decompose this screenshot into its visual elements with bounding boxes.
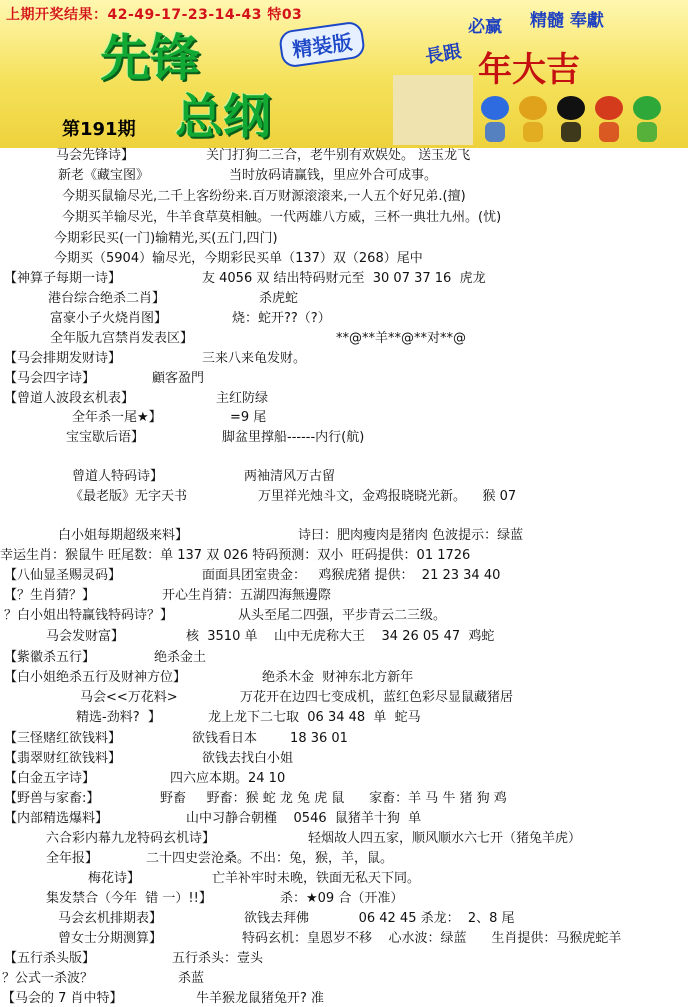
prediction-line (0, 690, 688, 706)
prediction-line (0, 148, 688, 164)
prediction-line (0, 311, 688, 327)
prediction-line (0, 608, 688, 624)
line-value: 欲钱看日本 18 36 01 (192, 731, 348, 746)
prediction-line (0, 391, 688, 407)
line-value: 从头至尾二四强，平步青云二三级。 (238, 608, 447, 623)
line-value: 两袖清风万古留 (244, 469, 336, 484)
prediction-line (0, 951, 688, 967)
prediction-line (0, 568, 688, 584)
line-label: 马会发财富】 (46, 629, 125, 644)
line-value: 诗曰：肥肉瘦肉是猪肉 色波提示：绿蓝 (298, 528, 524, 543)
line-value: 主红防绿 (216, 391, 269, 406)
line-value: 轻烟故人四五家，顺风顺水六七开（猪兔羊虎） (308, 831, 582, 846)
line-label: 今期彩民买(一门)输精光,买(五门,四门) (54, 231, 278, 246)
prediction-line (0, 168, 688, 184)
line-label: 六合彩内幕九龙特码玄机诗】 (46, 831, 216, 846)
prediction-line (0, 189, 688, 205)
line-value: 亡羊补牢时未晚，铁面无私天下同。 (212, 871, 421, 886)
prediction-list (0, 148, 688, 1007)
line-label: 【五行杀头版】 (4, 951, 96, 966)
title-zonggang: 总纲 (175, 89, 272, 145)
line-value: 欲钱去找白小姐 (202, 751, 294, 766)
line-value: 二十四史尝沧桑。不出：兔，猴，羊，鼠。 (146, 851, 394, 866)
prediction-line (0, 670, 688, 686)
slogan-jing-sui: 精髓 奉獻 (530, 11, 604, 31)
line-label: 【马会四字诗】 (4, 371, 96, 386)
line-value: =9 尾 (230, 410, 267, 425)
line-value: 五行杀头：壹头 (172, 951, 264, 966)
line-label: 【？生肖猜？】 (4, 588, 96, 603)
prediction-line (0, 891, 688, 907)
last-draw-result: 上期开奖结果：42-49-17-23-14-43 特03 (6, 7, 303, 23)
line-value: 关门打狗二三合，老牛别有欢娱处。 送玉龙飞 (206, 148, 471, 163)
prediction-line (0, 971, 688, 987)
prediction-line (0, 548, 688, 564)
line-value: 脚盆里撑船------内行(航) (222, 430, 365, 445)
line-value: 核 3510 单 山中无虎称大王 34 26 05 47 鸡蛇 (186, 629, 495, 644)
line-label: 今期买（5904）输尽光，今期彩民买单（137）双（268）尾中 (54, 251, 423, 266)
prediction-line (0, 430, 688, 446)
prediction-line (0, 231, 688, 247)
prediction-line (0, 629, 688, 645)
prediction-line (0, 991, 688, 1007)
line-label: 【白小姐绝杀五行及财神方位】 (4, 670, 187, 685)
line-label: ？白小姐出特赢钱特码诗？】 (4, 608, 174, 623)
mascot-figure (556, 96, 586, 142)
line-label: 今期买羊输尽光，牛羊食草莫相触。一代两雄八方威，三杯一典壮九州。(忧) (62, 210, 502, 225)
line-label: 曾道人特码诗】 (72, 469, 164, 484)
prediction-line (0, 871, 688, 887)
prediction-line (0, 251, 688, 267)
line-label: 【内部精选爆料】 (4, 811, 109, 826)
mascot-group (480, 96, 680, 146)
prediction-line (0, 931, 688, 947)
line-label: 【白金五字诗】 (4, 771, 96, 786)
mascot-figure (480, 96, 510, 142)
line-value: 三来八来龟发财。 (202, 351, 307, 366)
prediction-line (0, 851, 688, 867)
issue-number: 第191期 (62, 119, 136, 140)
line-label: 港台综合绝杀二肖】 (48, 291, 166, 306)
line-value: 绝杀金土 (154, 650, 207, 665)
line-value: 牛羊猴龙鼠猪兔开? 准 (196, 991, 325, 1006)
prediction-line (0, 331, 688, 347)
prediction-line (0, 731, 688, 747)
line-label: 【神算子每期一诗】 (4, 271, 122, 286)
prediction-line (0, 528, 688, 544)
line-label: 【马会的 7 肖中特】 (2, 991, 123, 1006)
line-label: 幸运生肖：猴鼠牛 旺尾数：单 137 双 026 特码预测：双小 旺码提供：01 1726 (0, 548, 471, 563)
line-label: 新老《藏宝图》 (58, 168, 150, 183)
prediction-line (0, 710, 688, 726)
line-label: 宝宝歇后语】 (66, 430, 145, 445)
line-label: 【三怪赌红欲钱料】 (4, 731, 122, 746)
prediction-line (0, 650, 688, 666)
slogan-chang-gen: 長跟 (423, 41, 463, 68)
prediction-line (0, 371, 688, 387)
title-xianfeng: 先锋 (100, 28, 200, 87)
mascot-figure (518, 96, 548, 142)
line-value: 野畜 野畜：猴 蛇 龙 兔 虎 鼠 家畜：羊 马 牛 猪 狗 鸡 (160, 791, 507, 806)
prediction-line (0, 791, 688, 807)
prediction-line (0, 351, 688, 367)
line-value: 烧：蛇开??（?） (232, 311, 331, 326)
line-label: 《最老版》无字天书 (70, 489, 188, 504)
line-label: 【翡翠财红欲钱料】 (4, 751, 122, 766)
slogan-bi-ying: 必赢 (468, 17, 502, 37)
line-value: 杀：★09 合（开准） (280, 891, 404, 906)
line-label: 马会<<万花料> (80, 690, 178, 705)
line-label: 马会先锋诗】 (56, 148, 135, 163)
line-value: 当时放码请赢钱，里应外合可成事。 (229, 168, 438, 183)
prediction-line (0, 751, 688, 767)
line-label: 【八仙显圣赐灵码】 (4, 568, 122, 583)
line-value: 杀虎蛇 (259, 291, 299, 306)
prediction-line (0, 811, 688, 827)
line-value: 龙上龙下二七取 06 34 48 单 蛇马 (208, 710, 421, 725)
line-label: 白小姐每期超级来料】 (58, 528, 189, 543)
edition-badge: 精装版 (278, 20, 366, 68)
line-label: 集发禁合（今年 错 一）!!】 (46, 891, 212, 906)
prediction-line (0, 271, 688, 287)
prediction-line (0, 410, 688, 426)
line-label: 全年版九宫禁肖发表区】 (50, 331, 194, 346)
line-value: 万花开在边四七变成机，蓝红色彩尽显鼠藏猪居 (240, 690, 514, 705)
prediction-line (0, 771, 688, 787)
line-value: 欲钱去拜佛 06 42 45 杀龙： 2、8 尾 (244, 911, 515, 926)
mascot-figure (632, 96, 662, 142)
line-label: 【野兽与家畜:】 (4, 791, 100, 806)
line-label: 今期买鼠输尽光,二千上客纷纷来.百万财源滚滚来,一人五个好兄弟.(擅) (62, 189, 466, 204)
prediction-line (0, 911, 688, 927)
prediction-line (0, 469, 688, 485)
line-value: 顧客盈門 (152, 371, 205, 386)
placeholder-box (393, 75, 473, 145)
line-label: 【曾道人波段玄机表】 (4, 391, 135, 406)
line-value: 友 4056 双 结出特码财元至 30 07 37 16 虎龙 (202, 271, 486, 286)
line-label: 【紫徽杀五行】 (4, 650, 96, 665)
line-value: 面面具团室贵金： 鸡猴虎猪 提供： 21 23 34 40 (202, 568, 501, 583)
line-label: ？公式一杀波？ (2, 971, 94, 986)
line-label: 精选-劲料? 】 (76, 710, 161, 725)
line-label: 曾女士分期测算】 (58, 931, 163, 946)
line-value: **@**羊**@**对**@ (336, 331, 467, 346)
prediction-line (0, 831, 688, 847)
mascot-figure (594, 96, 624, 142)
prediction-line (0, 210, 688, 226)
line-label: 【马会排期发财诗】 (4, 351, 122, 366)
line-label: 马会玄机排期表】 (58, 911, 163, 926)
prediction-line (0, 291, 688, 307)
line-label: 富豪小子火烧肖图】 (50, 311, 168, 326)
line-value: 山中习静合朝槿 0546 鼠猪羊十狗 单 (186, 811, 422, 826)
slogan-nian-da-ji: 年大吉 (478, 50, 580, 90)
prediction-line (0, 588, 688, 604)
line-value: 万里祥光烛斗文，金鸡报晓晓光新。 猴 07 (258, 489, 517, 504)
line-label: 梅花诗】 (88, 871, 141, 886)
line-value: 杀蓝 (178, 971, 205, 986)
header-banner (0, 0, 688, 148)
line-value: 四六应本期。24 10 (170, 771, 286, 786)
line-label: 全年杀一尾★】 (72, 410, 162, 425)
line-value: 绝杀木金 财神东北方新年 (262, 670, 414, 685)
line-value: 特码玄机：皇恩岁不移 心水波：绿蓝 生肖提供：马猴虎蛇羊 (242, 931, 622, 946)
prediction-line (0, 489, 688, 505)
line-value: 开心生肖猜：五湖四海無邊際 (162, 588, 332, 603)
line-label: 全年报】 (46, 851, 99, 866)
